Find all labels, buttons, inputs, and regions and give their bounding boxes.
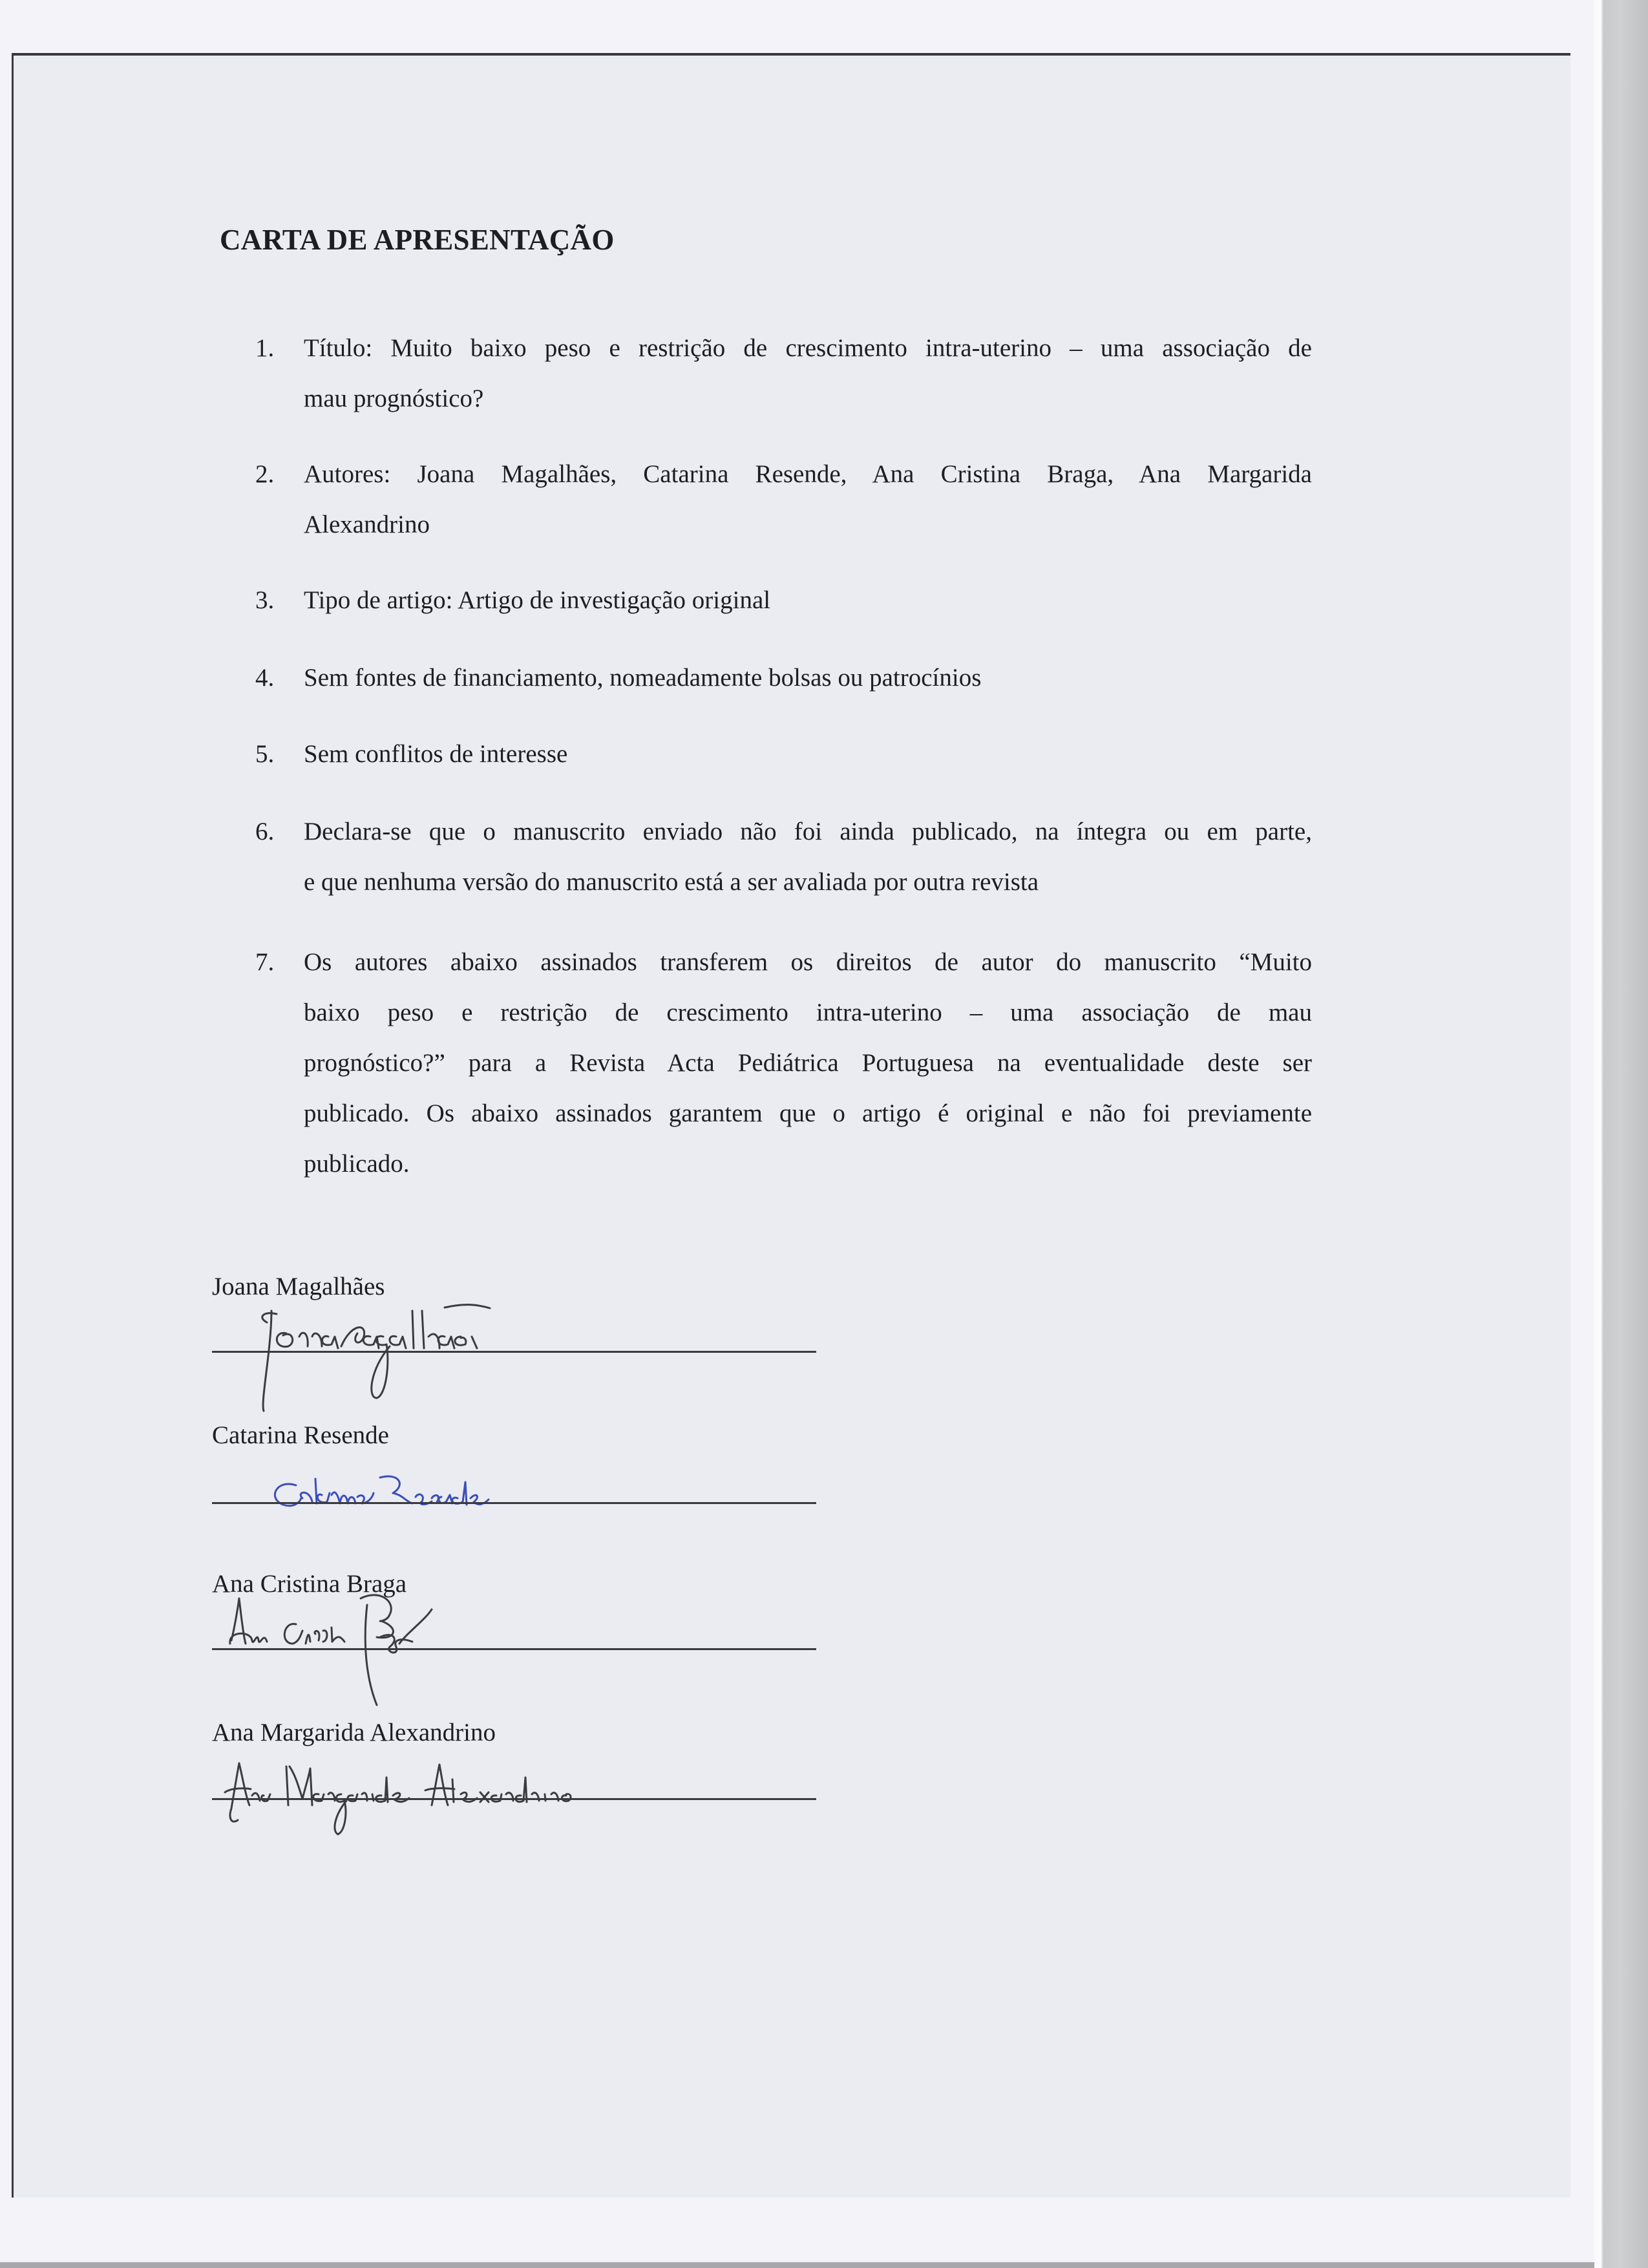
item-number: 1.: [255, 334, 275, 362]
item-text: [304, 729, 1312, 779]
list-item-3: [255, 575, 1312, 626]
item-number: 6.: [255, 818, 275, 845]
list-item-5: [255, 729, 1312, 779]
signatory-name: Catarina Resende: [212, 1421, 389, 1449]
list-item-4: [255, 653, 1312, 703]
signature-block-ana-margarida-alexandrino: [212, 1718, 816, 1847]
signature-line: [212, 1798, 816, 1800]
item-number: 2.: [255, 460, 275, 488]
item-number: 3.: [255, 586, 275, 614]
item-text: [304, 807, 1312, 907]
document-heading: CARTA DE APRESENTAÇÃO: [220, 224, 615, 256]
item-number: 4.: [255, 664, 275, 692]
scanner-bottom-edge: [0, 2262, 1594, 2268]
handwritten-signature: [212, 1421, 816, 1550]
item-line: Alexandrino: [304, 511, 430, 538]
handwritten-signature: [212, 1569, 816, 1737]
scanner-edge: [1594, 0, 1648, 2268]
item-line: mau prognóstico?: [304, 385, 484, 412]
list-item-7: [255, 937, 1312, 1189]
item-line: publicado. Os abaixo assinados garantem que o artigo é original e não foi previamente: [304, 1099, 1312, 1127]
item-text: [304, 323, 1312, 424]
item-line: Autores: Joana Magalhães, Catarina Resende, Ana Cristina Braga, Ana Margarida: [304, 460, 1312, 488]
item-line: prognóstico?” para a Revista Acta Pediátrica Portuguesa na eventualidade deste ser: [304, 1049, 1312, 1077]
signatory-name: Joana Magalhães: [212, 1273, 385, 1300]
signatory-name: Ana Cristina Braga: [212, 1570, 407, 1598]
list-item-6: [255, 807, 1312, 907]
item-line: e que nenhuma versão do manuscrito está a ser avaliada por outra revista: [304, 868, 1039, 896]
item-line: Tipo de artigo: Artigo de investigação original: [304, 586, 771, 614]
signature-line: [212, 1351, 816, 1353]
item-number: 7.: [255, 948, 275, 976]
item-text: [304, 449, 1312, 550]
item-text: [304, 575, 1312, 626]
list-item-1: [255, 323, 1312, 424]
item-line: Sem conflitos de interesse: [304, 740, 568, 768]
handwritten-signature: [212, 1718, 816, 1886]
signature-block-joana-magalhaes: [212, 1272, 816, 1401]
item-line: Título: Muito baixo peso e restrição de crescimento intra-uterino – uma associação de: [304, 334, 1312, 362]
item-line: Declara-se que o manuscrito enviado não foi ainda publicado, na íntegra ou em parte,: [304, 818, 1312, 845]
item-text: [304, 653, 1312, 703]
signature-line: [212, 1502, 816, 1504]
item-line: Sem fontes de financiamento, nomeadamente bolsas ou patrocínios: [304, 664, 982, 692]
item-text: [304, 937, 1312, 1189]
signature-block-ana-cristina-braga: [212, 1569, 816, 1699]
item-number: 5.: [255, 740, 275, 768]
list-item-2: [255, 449, 1312, 550]
signatory-name: Ana Margarida Alexandrino: [212, 1719, 496, 1746]
item-line: publicado.: [304, 1150, 410, 1178]
signature-block-catarina-resende: [212, 1421, 816, 1550]
item-line: Os autores abaixo assinados transferem os direitos de autor do manuscrito “Muito: [304, 948, 1312, 976]
signature-line: [212, 1648, 816, 1650]
item-line: baixo peso e restrição de crescimento intra-uterino – uma associação de mau: [304, 999, 1312, 1026]
handwritten-signature: [212, 1272, 816, 1421]
